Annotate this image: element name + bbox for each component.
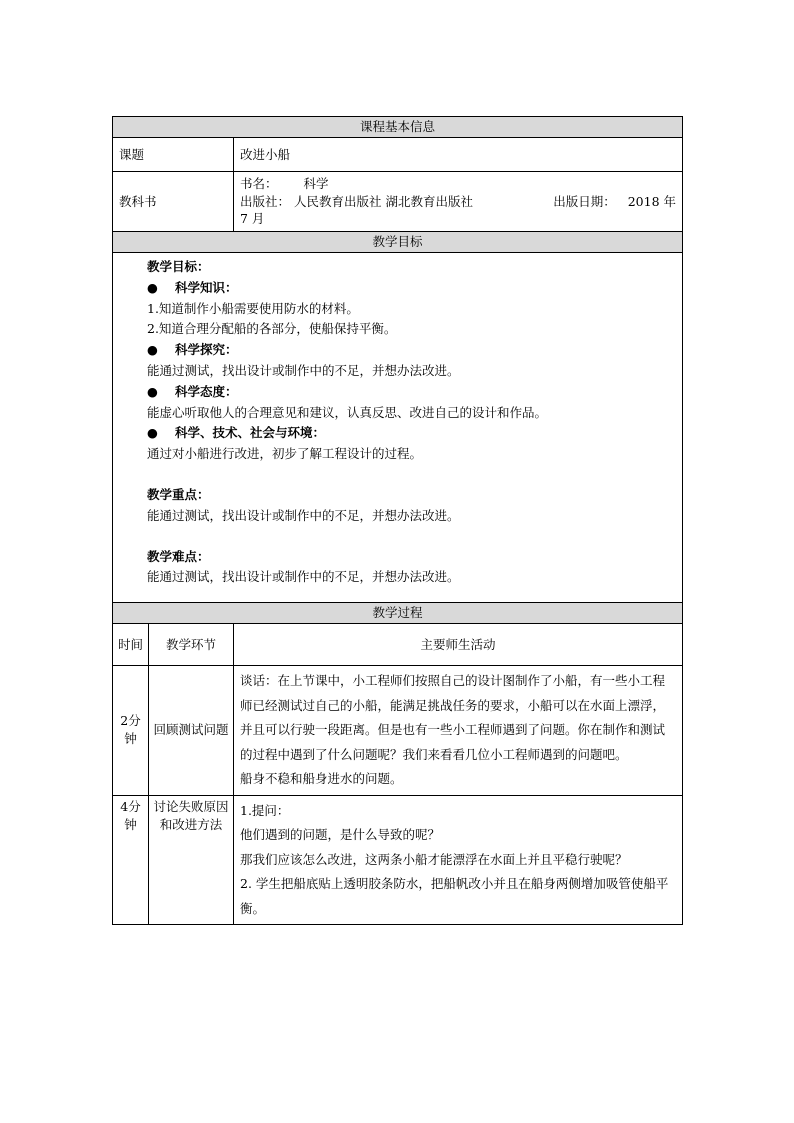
knowledge-heading: ● 科学知识： bbox=[147, 279, 238, 295]
difficulty-heading: 教学难点： bbox=[147, 548, 210, 564]
lesson-plan-table bbox=[112, 116, 683, 925]
sts-text: 通过对小船进行改进，初步了解工程设计的过程。 bbox=[147, 446, 423, 462]
row-stage: 讨论失败原因和改进方法 bbox=[149, 795, 234, 925]
process-header: 教学过程 bbox=[113, 603, 683, 624]
row-time: 2分钟 bbox=[113, 666, 149, 796]
activity-line: 船身不稳和船身进水的问题。 bbox=[240, 771, 403, 787]
textbook-details bbox=[234, 172, 683, 232]
inquiry-text: 能通过测试，找出设计或制作中的不足，并想办法改进。 bbox=[147, 362, 460, 378]
objectives-title: 教学目标： bbox=[147, 259, 210, 274]
objectives-header: 教学目标 bbox=[113, 232, 683, 253]
basic-info-header: 课程基本信息 bbox=[113, 117, 683, 138]
publisher-label: 出版社： bbox=[240, 193, 291, 209]
objectives-body bbox=[113, 253, 683, 603]
activity-line: 他们遇到的问题，是什么导致的呢？ bbox=[240, 827, 441, 843]
textbook-label: 教科书 bbox=[113, 172, 234, 232]
topic-value: 改进小船 bbox=[234, 138, 683, 172]
col-activity-header: 主要师生活动 bbox=[234, 624, 683, 666]
activity-line: 那我们应该怎么改进，这两条小船才能漂浮在水面上并且平稳行驶呢？ bbox=[240, 851, 628, 867]
difficulty-text: 能通过测试，找出设计或制作中的不足，并想办法改进。 bbox=[147, 569, 460, 585]
book-name-value: 科学 bbox=[303, 176, 329, 192]
activity-line: 2. 学生把船底贴上透明胶条防水，把船帆改小并且在船身两侧增加吸管使船平衡。 bbox=[240, 876, 669, 916]
inquiry-heading: ● 科学探究： bbox=[147, 342, 238, 358]
pub-date-cont: 7 月 bbox=[240, 211, 265, 227]
topic-label: 课题 bbox=[113, 138, 234, 172]
publisher-value: 人民教育出版社 湖北教育出版社 bbox=[294, 193, 473, 209]
pub-date-label: 出版日期： bbox=[553, 193, 616, 209]
key-points-heading: 教学重点： bbox=[147, 486, 210, 502]
process-row bbox=[113, 795, 683, 925]
row-activity bbox=[234, 795, 683, 925]
col-time-header: 时间 bbox=[113, 624, 149, 666]
knowledge-item-2: 2.知道合理分配船的各部分，使船保持平衡。 bbox=[147, 321, 397, 337]
key-points-text: 能通过测试，找出设计或制作中的不足，并想办法改进。 bbox=[147, 507, 460, 523]
process-row bbox=[113, 666, 683, 796]
activity-line: 1.提问： bbox=[240, 802, 290, 818]
attitude-text: 能虚心听取他人的合理意见和建议，认真反思、改进自己的设计和作品。 bbox=[147, 404, 548, 420]
pub-date-value: 2018 年 bbox=[627, 193, 677, 209]
row-activity bbox=[234, 666, 683, 796]
row-time: 4分钟 bbox=[113, 795, 149, 925]
knowledge-item-1: 1.知道制作小船需要使用防水的材料。 bbox=[147, 300, 359, 316]
activity-line: 谈话：在上节课中，小工程师们按照自己的设计图制作了小船，有一些小工程师已经测试过自己的小船，能满足挑战任务的要求，小船可以在水面上漂浮，并且可以行驶一段距离。但是也有一些小工程师遇到了问题。你在制作和测试的过程中遇到了什么问题呢？我们来看看几位小工程师遇到的问题吧。 bbox=[240, 673, 666, 762]
book-name-label: 书名： bbox=[240, 176, 278, 192]
row-stage: 回顾测试问题 bbox=[149, 666, 234, 796]
sts-heading: ● 科学、技术、社会与环境： bbox=[147, 425, 326, 441]
attitude-heading: ● 科学态度： bbox=[147, 383, 238, 399]
col-stage-header: 教学环节 bbox=[149, 624, 234, 666]
